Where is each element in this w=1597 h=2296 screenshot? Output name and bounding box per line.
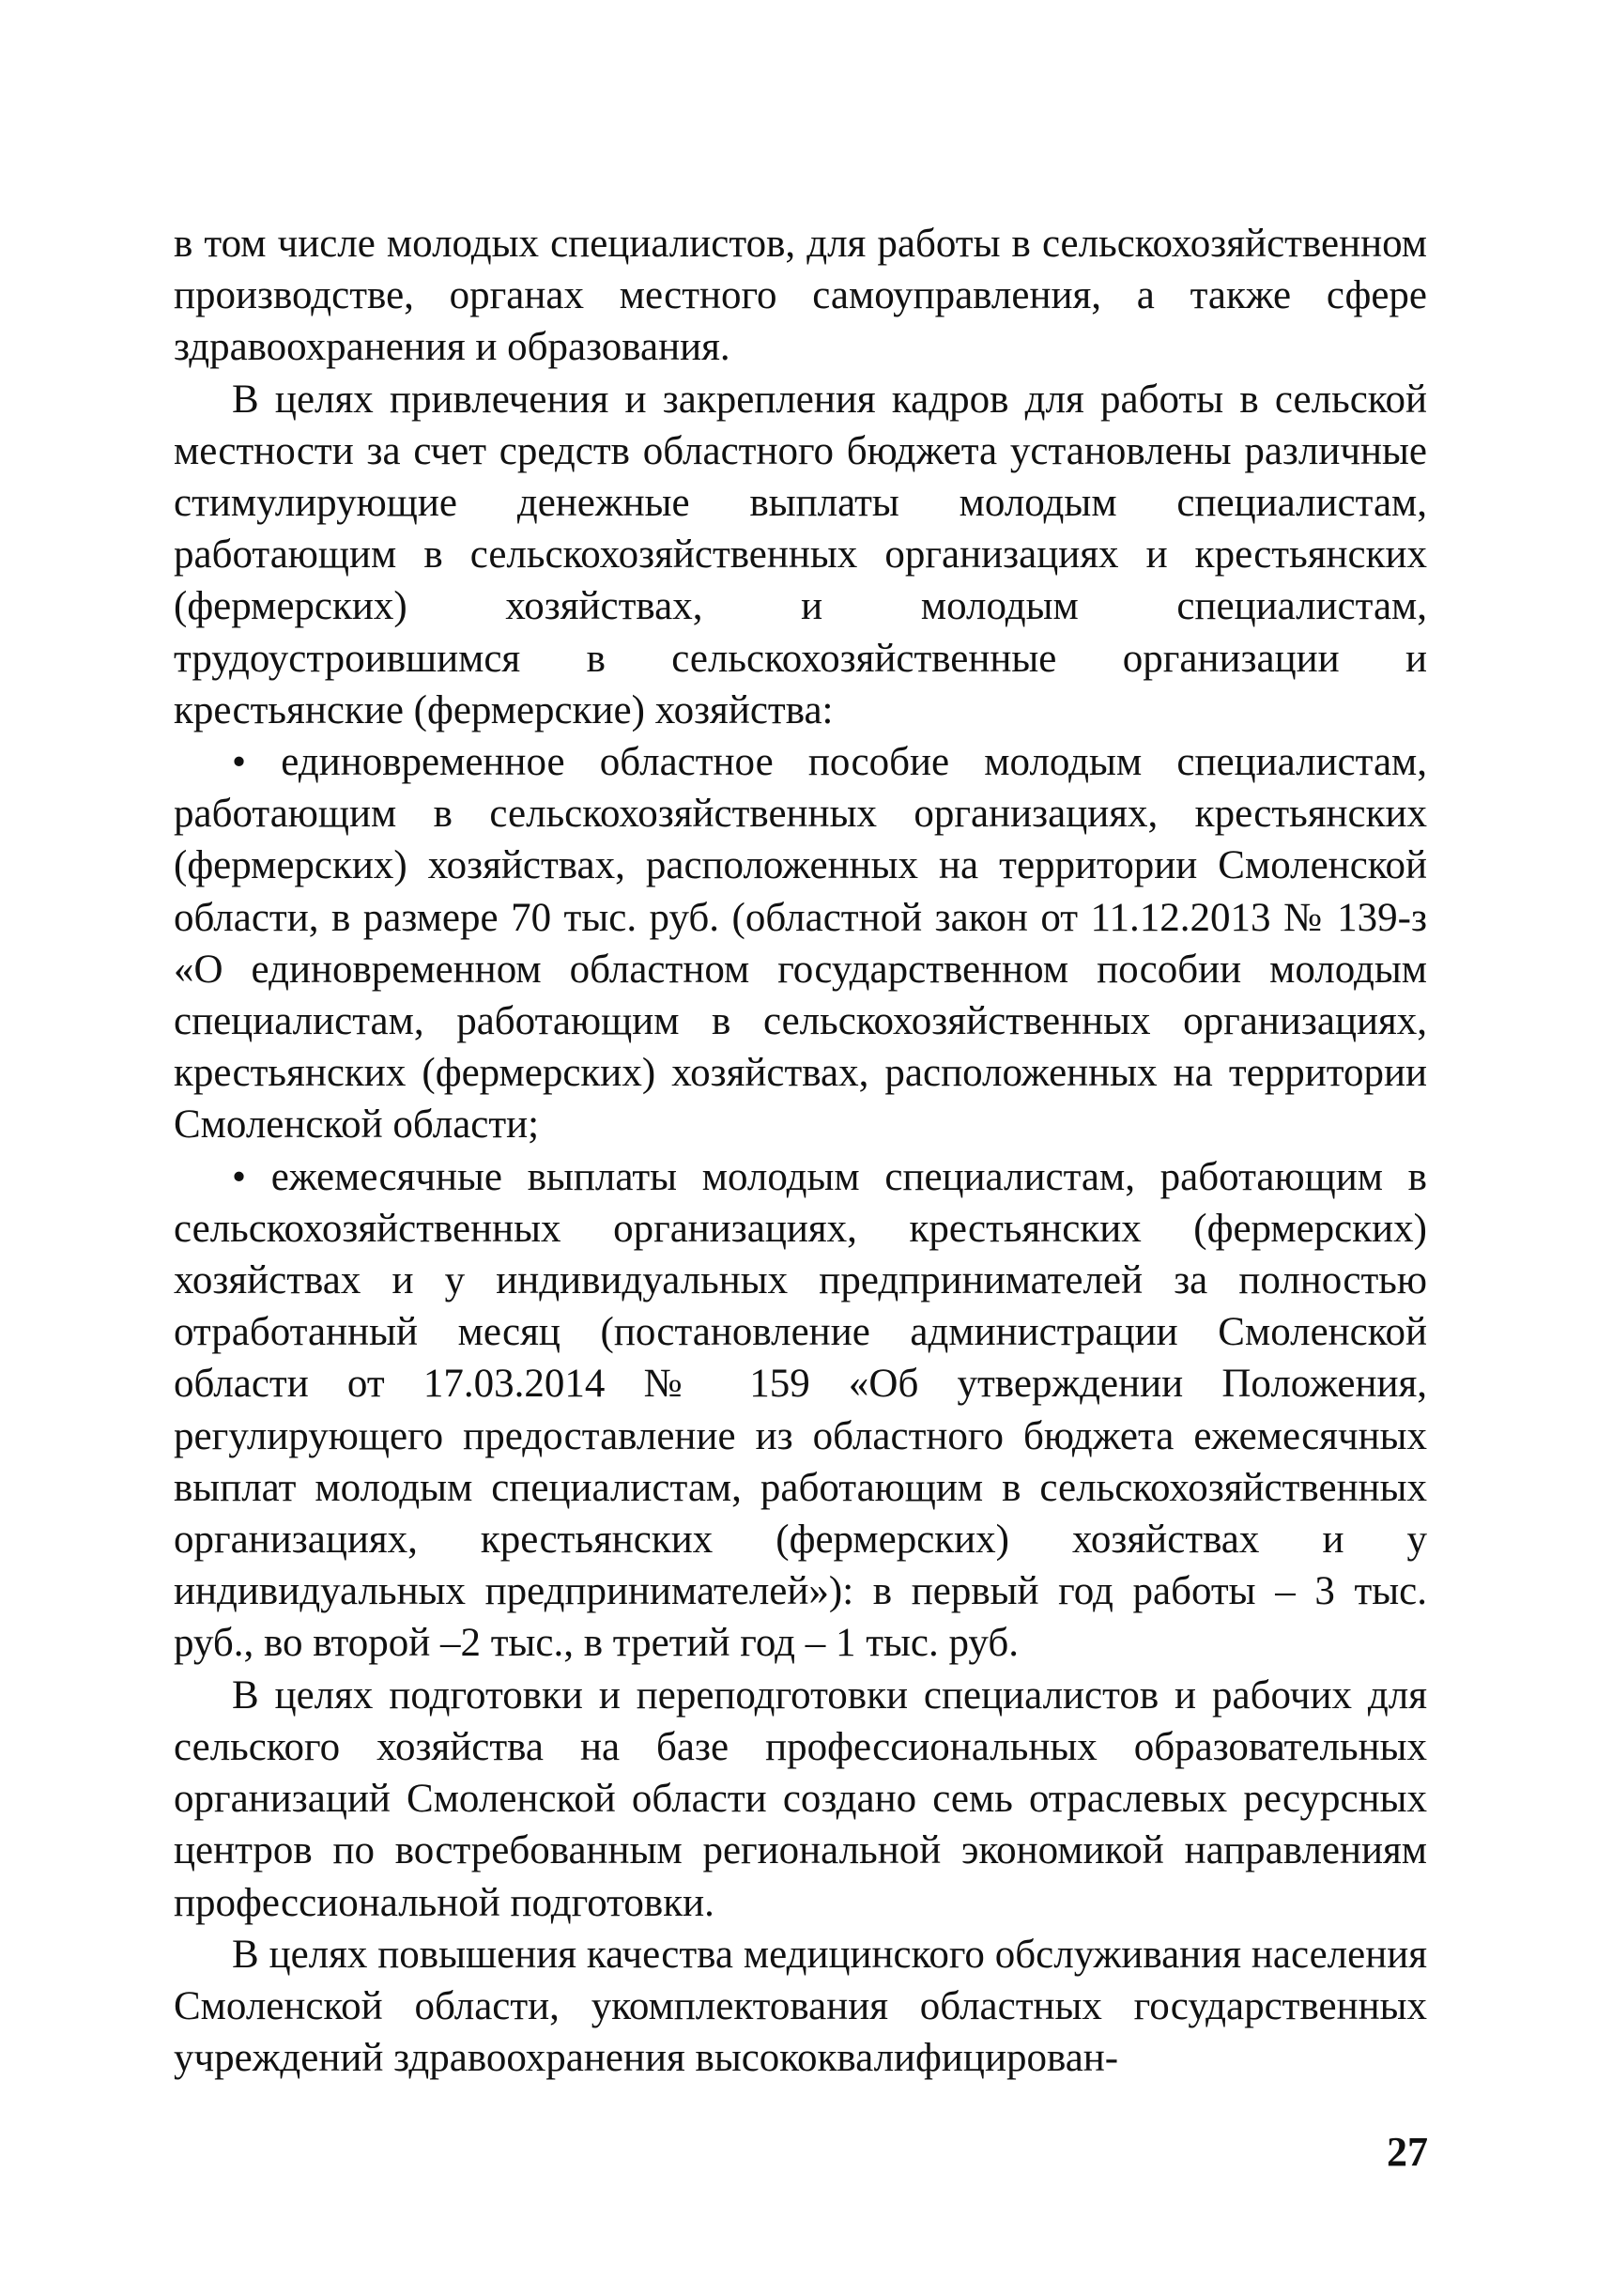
bullet-lump-sum-allowance: • единовременное областное пособие молодым специалистам, работающим в сельскохозяйственных организациях, крестьянских (фермерских) хозяйствах, расположенных на территории Смоленской области, в размере 70 тыс. руб. (областной закон от 11.12.2013 № 139-з «О единовременном областном государственном пособии молодым специалистам, работающим в сельскохозяйственных организациях, крестьянских (фермерских) хозяйствах, расположенных на территории Смоленской области; xyxy=(174,740,1427,1148)
paragraph-resource-centers: В целях подготовки и переподготовки специалистов и рабочих для сельского хозяйства на базе профессиональных образовательных организаций Смоленской области создано семь отраслевых ресурсных центров по востребованным региональной экономикой направлениям профессиональной подготовки. xyxy=(174,1672,1427,1925)
bullet-monthly-payments: • ежемесячные выплаты молодым специалистам, работающим в сельскохозяйственных организациях, крестьянских (фермерских) хозяйствах и у индивидуальных предпринимателей за полностью отработанный месяц (постановление администрации Смоленской области от 17.03.2014 № 159 «Об утверждении Положения, регулирующего предоставление из областного бюджета ежемесячных выплат молодым специалистам, работающим в сельскохозяйственных организациях, крестьянских (фермерских) хозяйствах и у индивидуальных предпринимателей»): в первый год работы – 3 тыс. руб., во второй –2 тыс., в третий год – 1 тыс. руб. xyxy=(174,1154,1427,1666)
page-number: 27 xyxy=(1387,2129,1428,2175)
paragraph-healthcare: В целях повышения качества медицинского обслуживания населения Смоленской области, укомплектования областных государственных учреждений здравоохранения высококвалифицирован- xyxy=(174,1932,1427,2081)
paragraph-continuation: в том числе молодых специалистов, для работы в сельскохозяйственном производстве, органах местного самоуправления, а также сфере здравоохранения и образования. xyxy=(174,222,1427,370)
paragraph-staff-incentives: В целях привлечения и закрепления кадров для работы в сельской местности за счет средств областного бюджета установлены различные стимулирующие денежные выплаты молодым специалистам, работающим в сельскохозяйственных организациях и крестьянских (фермерских) хозяйствах, и молодым специалистам, трудоустроившимся в сельскохозяйственные организации и крестьянские (фермерские) хозяйства: xyxy=(174,377,1427,732)
page-body xyxy=(174,218,1427,2084)
